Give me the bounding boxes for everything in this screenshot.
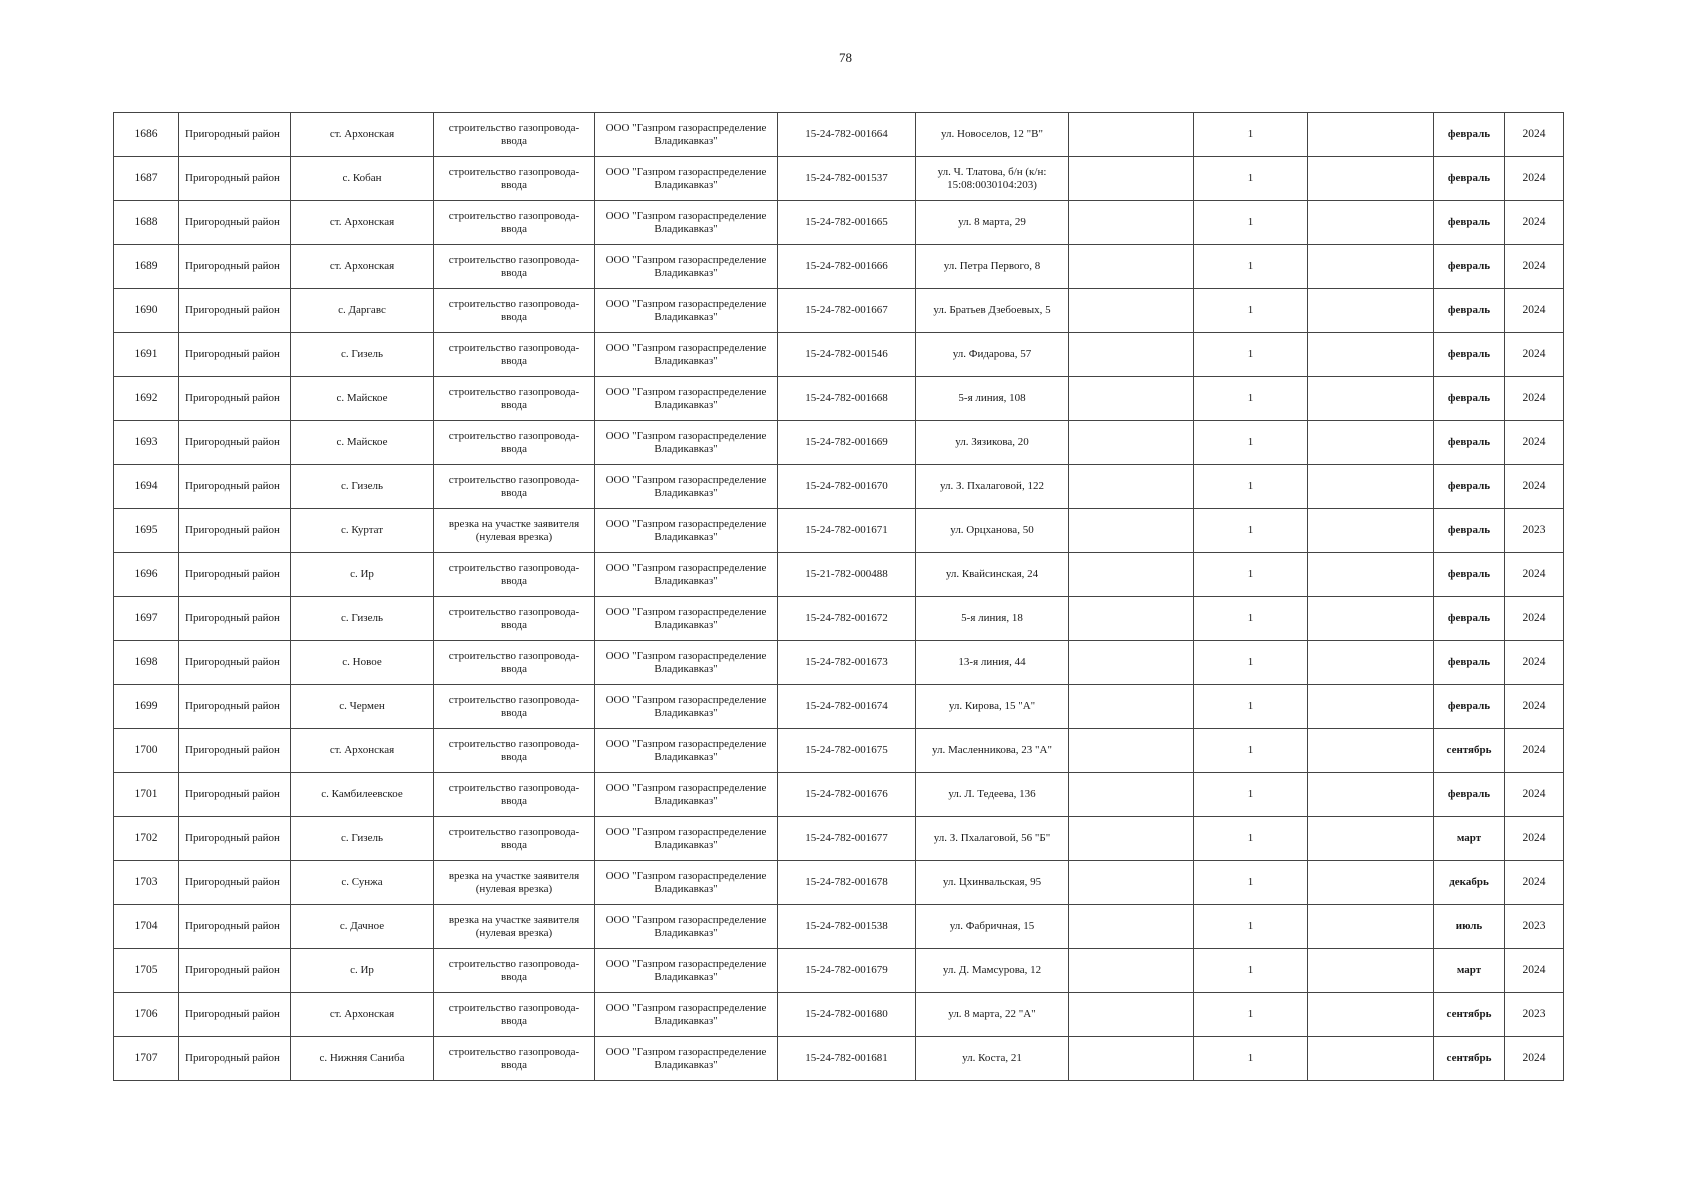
table-row — [114, 465, 1564, 509]
empty-cell — [1069, 157, 1194, 201]
empty-cell — [1308, 949, 1434, 993]
row-number: 1702 — [114, 817, 179, 861]
year-cell: 2024 — [1505, 421, 1564, 465]
district-cell: Пригородный район — [179, 113, 291, 157]
district-cell: Пригородный район — [179, 377, 291, 421]
table-row — [114, 817, 1564, 861]
code-cell: 15-24-782-001537 — [778, 157, 916, 201]
table-row — [114, 949, 1564, 993]
district-cell: Пригородный район — [179, 949, 291, 993]
district-cell: Пригородный район — [179, 641, 291, 685]
quantity-cell: 1 — [1194, 993, 1308, 1037]
address-cell: ул. Фидарова, 57 — [916, 333, 1069, 377]
row-number: 1693 — [114, 421, 179, 465]
quantity-cell: 1 — [1194, 333, 1308, 377]
settlement-cell: ст. Архонская — [291, 201, 434, 245]
empty-cell — [1069, 993, 1194, 1037]
table-row — [114, 1037, 1564, 1081]
table-row — [114, 509, 1564, 553]
year-cell: 2024 — [1505, 465, 1564, 509]
code-cell: 15-24-782-001671 — [778, 509, 916, 553]
organization-cell: ООО "Газпром газораспределение Владикавказ" — [595, 597, 778, 641]
address-cell: ул. Ч. Тлатова, б/н (к/н: 15:08:0030104:203) — [916, 157, 1069, 201]
table-row — [114, 773, 1564, 817]
table-row — [114, 289, 1564, 333]
address-cell: 13-я линия, 44 — [916, 641, 1069, 685]
quantity-cell: 1 — [1194, 201, 1308, 245]
row-number: 1691 — [114, 333, 179, 377]
work-type-cell: строительство газопровода-ввода — [434, 817, 595, 861]
empty-cell — [1308, 993, 1434, 1037]
table-row — [114, 685, 1564, 729]
empty-cell — [1069, 465, 1194, 509]
row-number: 1690 — [114, 289, 179, 333]
empty-cell — [1069, 1037, 1194, 1081]
address-cell: ул. Цхинвальская, 95 — [916, 861, 1069, 905]
organization-cell: ООО "Газпром газораспределение Владикавказ" — [595, 245, 778, 289]
settlement-cell: ст. Архонская — [291, 245, 434, 289]
settlement-cell: с. Майское — [291, 421, 434, 465]
code-cell: 15-24-782-001680 — [778, 993, 916, 1037]
empty-cell — [1069, 509, 1194, 553]
empty-cell — [1069, 113, 1194, 157]
district-cell: Пригородный район — [179, 421, 291, 465]
year-cell: 2024 — [1505, 729, 1564, 773]
year-cell: 2024 — [1505, 553, 1564, 597]
settlement-cell: ст. Архонская — [291, 993, 434, 1037]
table-row — [114, 861, 1564, 905]
district-cell: Пригородный район — [179, 993, 291, 1037]
district-cell: Пригородный район — [179, 333, 291, 377]
month-cell: февраль — [1434, 465, 1505, 509]
code-cell: 15-24-782-001681 — [778, 1037, 916, 1081]
organization-cell: ООО "Газпром газораспределение Владикавказ" — [595, 861, 778, 905]
code-cell: 15-24-782-001668 — [778, 377, 916, 421]
code-cell: 15-24-782-001665 — [778, 201, 916, 245]
code-cell: 15-24-782-001679 — [778, 949, 916, 993]
work-type-cell: строительство газопровода-ввода — [434, 289, 595, 333]
month-cell: февраль — [1434, 553, 1505, 597]
code-cell: 15-24-782-001674 — [778, 685, 916, 729]
work-type-cell: строительство газопровода-ввода — [434, 201, 595, 245]
address-cell: ул. Л. Тедеева, 136 — [916, 773, 1069, 817]
settlement-cell: с. Гизель — [291, 597, 434, 641]
quantity-cell: 1 — [1194, 817, 1308, 861]
month-cell: сентябрь — [1434, 993, 1505, 1037]
quantity-cell: 1 — [1194, 289, 1308, 333]
address-cell: ул. Орцханова, 50 — [916, 509, 1069, 553]
quantity-cell: 1 — [1194, 641, 1308, 685]
year-cell: 2024 — [1505, 289, 1564, 333]
settlement-cell: с. Гизель — [291, 465, 434, 509]
work-type-cell: строительство газопровода-ввода — [434, 773, 595, 817]
month-cell: сентябрь — [1434, 1037, 1505, 1081]
row-number: 1689 — [114, 245, 179, 289]
empty-cell — [1308, 641, 1434, 685]
row-number: 1695 — [114, 509, 179, 553]
row-number: 1694 — [114, 465, 179, 509]
work-type-cell: строительство газопровода-ввода — [434, 685, 595, 729]
settlement-cell: с. Ир — [291, 553, 434, 597]
month-cell: июль — [1434, 905, 1505, 949]
organization-cell: ООО "Газпром газораспределение Владикавказ" — [595, 949, 778, 993]
organization-cell: ООО "Газпром газораспределение Владикавказ" — [595, 465, 778, 509]
month-cell: март — [1434, 949, 1505, 993]
organization-cell: ООО "Газпром газораспределение Владикавказ" — [595, 289, 778, 333]
code-cell: 15-24-782-001677 — [778, 817, 916, 861]
month-cell: февраль — [1434, 201, 1505, 245]
row-number: 1686 — [114, 113, 179, 157]
month-cell: февраль — [1434, 773, 1505, 817]
quantity-cell: 1 — [1194, 773, 1308, 817]
registry-body — [114, 113, 1564, 1081]
work-type-cell: строительство газопровода-ввода — [434, 421, 595, 465]
organization-cell: ООО "Газпром газораспределение Владикавказ" — [595, 509, 778, 553]
organization-cell: ООО "Газпром газораспределение Владикавказ" — [595, 817, 778, 861]
district-cell: Пригородный район — [179, 553, 291, 597]
code-cell: 15-24-782-001676 — [778, 773, 916, 817]
quantity-cell: 1 — [1194, 245, 1308, 289]
work-type-cell: строительство газопровода-ввода — [434, 333, 595, 377]
work-type-cell: строительство газопровода-ввода — [434, 993, 595, 1037]
empty-cell — [1069, 905, 1194, 949]
table-row — [114, 201, 1564, 245]
quantity-cell: 1 — [1194, 597, 1308, 641]
settlement-cell: с. Камбилеевское — [291, 773, 434, 817]
month-cell: февраль — [1434, 113, 1505, 157]
work-type-cell: врезка на участке заявителя (нулевая врезка) — [434, 861, 595, 905]
row-number: 1692 — [114, 377, 179, 421]
settlement-cell: с. Майское — [291, 377, 434, 421]
empty-cell — [1308, 685, 1434, 729]
year-cell: 2024 — [1505, 773, 1564, 817]
code-cell: 15-24-782-001675 — [778, 729, 916, 773]
quantity-cell: 1 — [1194, 729, 1308, 773]
quantity-cell: 1 — [1194, 1037, 1308, 1081]
code-cell: 15-24-782-001669 — [778, 421, 916, 465]
address-cell: ул. Фабричная, 15 — [916, 905, 1069, 949]
organization-cell: ООО "Газпром газораспределение Владикавказ" — [595, 421, 778, 465]
quantity-cell: 1 — [1194, 157, 1308, 201]
empty-cell — [1308, 157, 1434, 201]
year-cell: 2024 — [1505, 245, 1564, 289]
year-cell: 2023 — [1505, 905, 1564, 949]
empty-cell — [1308, 905, 1434, 949]
district-cell: Пригородный район — [179, 201, 291, 245]
work-type-cell: строительство газопровода-ввода — [434, 729, 595, 773]
month-cell: февраль — [1434, 597, 1505, 641]
address-cell: ул. Зязикова, 20 — [916, 421, 1069, 465]
empty-cell — [1069, 553, 1194, 597]
address-cell: ул. Братьев Дзебоевых, 5 — [916, 289, 1069, 333]
empty-cell — [1069, 641, 1194, 685]
empty-cell — [1308, 465, 1434, 509]
table-row — [114, 333, 1564, 377]
year-cell: 2024 — [1505, 949, 1564, 993]
table-row — [114, 993, 1564, 1037]
code-cell: 15-24-782-001673 — [778, 641, 916, 685]
empty-cell — [1069, 333, 1194, 377]
month-cell: февраль — [1434, 377, 1505, 421]
quantity-cell: 1 — [1194, 465, 1308, 509]
address-cell: 5-я линия, 108 — [916, 377, 1069, 421]
district-cell: Пригородный район — [179, 289, 291, 333]
district-cell: Пригородный район — [179, 597, 291, 641]
empty-cell — [1308, 245, 1434, 289]
district-cell: Пригородный район — [179, 905, 291, 949]
code-cell: 15-24-782-001666 — [778, 245, 916, 289]
work-type-cell: строительство газопровода-ввода — [434, 1037, 595, 1081]
quantity-cell: 1 — [1194, 861, 1308, 905]
empty-cell — [1308, 509, 1434, 553]
empty-cell — [1308, 201, 1434, 245]
row-number: 1704 — [114, 905, 179, 949]
address-cell: ул. 8 марта, 22 "А" — [916, 993, 1069, 1037]
settlement-cell: с. Гизель — [291, 817, 434, 861]
organization-cell: ООО "Газпром газораспределение Владикавказ" — [595, 333, 778, 377]
row-number: 1697 — [114, 597, 179, 641]
row-number: 1699 — [114, 685, 179, 729]
quantity-cell: 1 — [1194, 421, 1308, 465]
month-cell: декабрь — [1434, 861, 1505, 905]
month-cell: февраль — [1434, 157, 1505, 201]
month-cell: февраль — [1434, 685, 1505, 729]
organization-cell: ООО "Газпром газораспределение Владикавказ" — [595, 377, 778, 421]
empty-cell — [1069, 817, 1194, 861]
settlement-cell: с. Чермен — [291, 685, 434, 729]
organization-cell: ООО "Газпром газораспределение Владикавказ" — [595, 1037, 778, 1081]
settlement-cell: с. Новое — [291, 641, 434, 685]
work-type-cell: врезка на участке заявителя (нулевая врезка) — [434, 509, 595, 553]
address-cell: ул. Масленникова, 23 "А" — [916, 729, 1069, 773]
month-cell: февраль — [1434, 641, 1505, 685]
work-type-cell: строительство газопровода-ввода — [434, 245, 595, 289]
empty-cell — [1308, 553, 1434, 597]
settlement-cell: ст. Архонская — [291, 113, 434, 157]
quantity-cell: 1 — [1194, 685, 1308, 729]
organization-cell: ООО "Газпром газораспределение Владикавказ" — [595, 685, 778, 729]
organization-cell: ООО "Газпром газораспределение Владикавказ" — [595, 905, 778, 949]
empty-cell — [1069, 201, 1194, 245]
empty-cell — [1308, 377, 1434, 421]
settlement-cell: ст. Архонская — [291, 729, 434, 773]
district-cell: Пригородный район — [179, 509, 291, 553]
address-cell: ул. Д. Мамсурова, 12 — [916, 949, 1069, 993]
row-number: 1688 — [114, 201, 179, 245]
empty-cell — [1069, 861, 1194, 905]
code-cell: 15-21-782-000488 — [778, 553, 916, 597]
quantity-cell: 1 — [1194, 509, 1308, 553]
organization-cell: ООО "Газпром газораспределение Владикавказ" — [595, 773, 778, 817]
year-cell: 2024 — [1505, 685, 1564, 729]
row-number: 1705 — [114, 949, 179, 993]
work-type-cell: строительство газопровода-ввода — [434, 641, 595, 685]
settlement-cell: с. Ир — [291, 949, 434, 993]
address-cell: ул. Кирова, 15 "А" — [916, 685, 1069, 729]
year-cell: 2024 — [1505, 1037, 1564, 1081]
settlement-cell: с. Дачное — [291, 905, 434, 949]
code-cell: 15-24-782-001664 — [778, 113, 916, 157]
empty-cell — [1308, 1037, 1434, 1081]
work-type-cell: строительство газопровода-ввода — [434, 377, 595, 421]
month-cell: февраль — [1434, 289, 1505, 333]
code-cell: 15-24-782-001678 — [778, 861, 916, 905]
address-cell: ул. З. Пхалаговой, 122 — [916, 465, 1069, 509]
row-number: 1687 — [114, 157, 179, 201]
year-cell: 2024 — [1505, 861, 1564, 905]
address-cell: ул. Коста, 21 — [916, 1037, 1069, 1081]
month-cell: февраль — [1434, 333, 1505, 377]
year-cell: 2024 — [1505, 157, 1564, 201]
month-cell: февраль — [1434, 509, 1505, 553]
table-row — [114, 377, 1564, 421]
code-cell: 15-24-782-001538 — [778, 905, 916, 949]
quantity-cell: 1 — [1194, 949, 1308, 993]
table-row — [114, 597, 1564, 641]
address-cell: ул. Петра Первого, 8 — [916, 245, 1069, 289]
settlement-cell: с. Гизель — [291, 333, 434, 377]
empty-cell — [1069, 245, 1194, 289]
code-cell: 15-24-782-001667 — [778, 289, 916, 333]
row-number: 1707 — [114, 1037, 179, 1081]
year-cell: 2024 — [1505, 113, 1564, 157]
code-cell: 15-24-782-001546 — [778, 333, 916, 377]
code-cell: 15-24-782-001672 — [778, 597, 916, 641]
month-cell: март — [1434, 817, 1505, 861]
table-row — [114, 729, 1564, 773]
settlement-cell: с. Даргавс — [291, 289, 434, 333]
work-type-cell: строительство газопровода-ввода — [434, 113, 595, 157]
row-number: 1700 — [114, 729, 179, 773]
empty-cell — [1069, 773, 1194, 817]
address-cell: ул. 8 марта, 29 — [916, 201, 1069, 245]
work-type-cell: строительство газопровода-ввода — [434, 553, 595, 597]
settlement-cell: с. Нижняя Саниба — [291, 1037, 434, 1081]
empty-cell — [1069, 597, 1194, 641]
year-cell: 2023 — [1505, 993, 1564, 1037]
registry-table — [113, 112, 1564, 1081]
work-type-cell: строительство газопровода-ввода — [434, 157, 595, 201]
work-type-cell: врезка на участке заявителя (нулевая врезка) — [434, 905, 595, 949]
district-cell: Пригородный район — [179, 773, 291, 817]
year-cell: 2024 — [1505, 201, 1564, 245]
empty-cell — [1069, 685, 1194, 729]
organization-cell: ООО "Газпром газораспределение Владикавказ" — [595, 157, 778, 201]
row-number: 1703 — [114, 861, 179, 905]
quantity-cell: 1 — [1194, 113, 1308, 157]
organization-cell: ООО "Газпром газораспределение Владикавказ" — [595, 201, 778, 245]
empty-cell — [1069, 377, 1194, 421]
table-row — [114, 245, 1564, 289]
work-type-cell: строительство газопровода-ввода — [434, 597, 595, 641]
district-cell: Пригородный район — [179, 729, 291, 773]
address-cell: ул. З. Пхалаговой, 56 "Б" — [916, 817, 1069, 861]
row-number: 1701 — [114, 773, 179, 817]
district-cell: Пригородный район — [179, 245, 291, 289]
empty-cell — [1308, 113, 1434, 157]
organization-cell: ООО "Газпром газораспределение Владикавказ" — [595, 729, 778, 773]
empty-cell — [1069, 289, 1194, 333]
code-cell: 15-24-782-001670 — [778, 465, 916, 509]
empty-cell — [1308, 597, 1434, 641]
work-type-cell: строительство газопровода-ввода — [434, 465, 595, 509]
year-cell: 2024 — [1505, 641, 1564, 685]
month-cell: февраль — [1434, 245, 1505, 289]
empty-cell — [1308, 333, 1434, 377]
month-cell: сентябрь — [1434, 729, 1505, 773]
empty-cell — [1308, 729, 1434, 773]
district-cell: Пригородный район — [179, 817, 291, 861]
empty-cell — [1308, 289, 1434, 333]
year-cell: 2024 — [1505, 333, 1564, 377]
settlement-cell: с. Сунжа — [291, 861, 434, 905]
organization-cell: ООО "Газпром газораспределение Владикавказ" — [595, 553, 778, 597]
empty-cell — [1308, 817, 1434, 861]
table-row — [114, 421, 1564, 465]
year-cell: 2024 — [1505, 377, 1564, 421]
table-row — [114, 641, 1564, 685]
empty-cell — [1069, 949, 1194, 993]
settlement-cell: с. Куртат — [291, 509, 434, 553]
quantity-cell: 1 — [1194, 377, 1308, 421]
address-cell: 5-я линия, 18 — [916, 597, 1069, 641]
district-cell: Пригородный район — [179, 465, 291, 509]
table-row — [114, 905, 1564, 949]
address-cell: ул. Новоселов, 12 "В" — [916, 113, 1069, 157]
table-row — [114, 113, 1564, 157]
organization-cell: ООО "Газпром газораспределение Владикавказ" — [595, 993, 778, 1037]
row-number: 1706 — [114, 993, 179, 1037]
table-row — [114, 553, 1564, 597]
work-type-cell: строительство газопровода-ввода — [434, 949, 595, 993]
year-cell: 2023 — [1505, 509, 1564, 553]
quantity-cell: 1 — [1194, 905, 1308, 949]
district-cell: Пригородный район — [179, 1037, 291, 1081]
empty-cell — [1069, 729, 1194, 773]
table-row — [114, 157, 1564, 201]
organization-cell: ООО "Газпром газораспределение Владикавказ" — [595, 641, 778, 685]
district-cell: Пригородный район — [179, 685, 291, 729]
quantity-cell: 1 — [1194, 553, 1308, 597]
empty-cell — [1308, 421, 1434, 465]
settlement-cell: с. Кобан — [291, 157, 434, 201]
district-cell: Пригородный район — [179, 861, 291, 905]
district-cell: Пригородный район — [179, 157, 291, 201]
organization-cell: ООО "Газпром газораспределение Владикавказ" — [595, 113, 778, 157]
row-number: 1698 — [114, 641, 179, 685]
year-cell: 2024 — [1505, 817, 1564, 861]
empty-cell — [1308, 861, 1434, 905]
row-number: 1696 — [114, 553, 179, 597]
empty-cell — [1069, 421, 1194, 465]
address-cell: ул. Квайсинская, 24 — [916, 553, 1069, 597]
year-cell: 2024 — [1505, 597, 1564, 641]
month-cell: февраль — [1434, 421, 1505, 465]
page-number: 78 — [839, 50, 852, 65]
empty-cell — [1308, 773, 1434, 817]
